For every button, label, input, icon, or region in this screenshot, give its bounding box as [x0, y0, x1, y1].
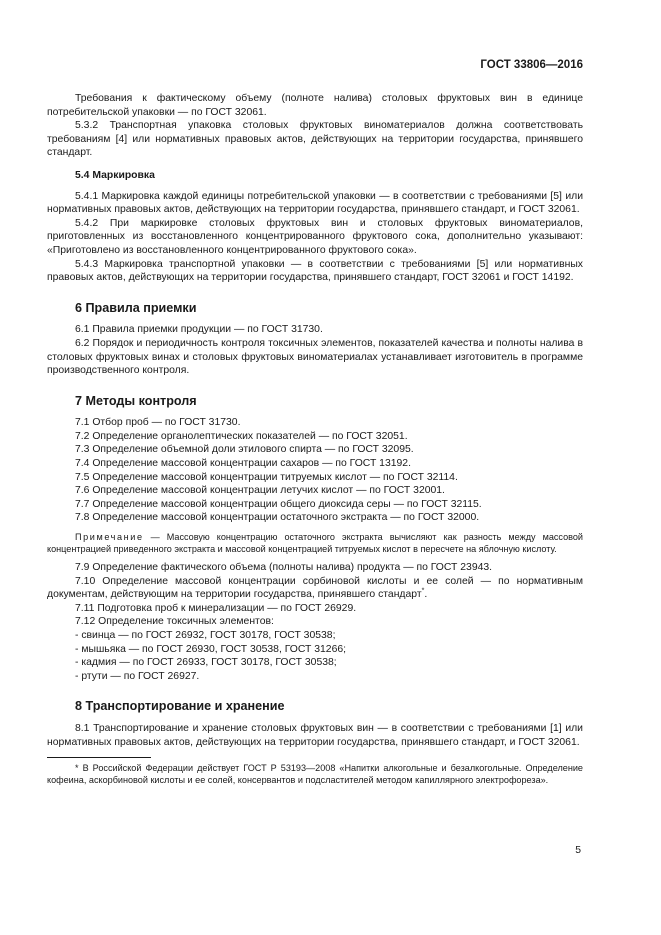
toxic-element-item: - мышьяка — по ГОСТ 26930, ГОСТ 30538, ГОСТ 31266; — [75, 643, 347, 655]
section-heading-8: 8 Транспортирование и хранение — [75, 699, 285, 714]
footnote-divider — [47, 757, 151, 758]
method-item: 7.7 Определение массовой концентрации общего диоксида серы — по ГОСТ 32115. — [75, 498, 482, 510]
paragraph-5-4-2: 5.4.2 При маркировке столовых фруктовых вин и столовых фруктовых виноматериалов, приготовленных из восстановленного концентрированного фруктового сока, дополнительно указывают: «Приготовлено из восстановленного концентрированного фруктового сока». — [47, 217, 583, 256]
paragraph-7-11: 7.11 Подготовка проб к минерализации — по ГОСТ 26929. — [75, 602, 357, 614]
paragraph-7-10 — [47, 575, 583, 602]
method-item: 7.4 Определение массовой концентрации сахаров — по ГОСТ 13192. — [75, 458, 411, 470]
paragraph-6-2: 6.2 Порядок и периодичность контроля токсичных элементов, показателей качества и полноты налива в столовых фруктовых винах и столовых фруктовых виноматериалах устанавливает изготовитель в программе производственного контроля. — [47, 337, 583, 377]
paragraph-7-9: 7.9 Определение фактического объема (полноты налива) продукта — по ГОСТ 23943. — [75, 562, 493, 574]
document-id: ГОСТ 33806—2016 — [480, 59, 583, 71]
footnote-marker: * — [421, 587, 425, 595]
toxic-element-item: - кадмия — по ГОСТ 26933, ГОСТ 30178, ГОСТ 30538; — [75, 657, 337, 669]
toxic-element-item: - ртути — по ГОСТ 26927. — [75, 670, 200, 682]
paragraph-5-4-1: 5.4.1 Маркировка каждой единицы потребительской упаковки — в соответствии с требованиями [5] или нормативных правовых актов, действующих на территории государства, принявшего стандарт, и ГОСТ 32061. — [47, 190, 583, 216]
footnote: * В Российской Федерации действует ГОСТ Р 53193—2008 «Напитки алкогольные и безалкогольные. Определение кофеина, аскорбиновой кислоты и ее солей, консервантов и подсластителей методом капиллярного электрофореза». — [47, 763, 583, 786]
section-heading-6: 6 Правила приемки — [75, 300, 197, 315]
method-item: 7.1 Отбор проб — по ГОСТ 31730. — [75, 417, 241, 429]
note-label: Примечание — [75, 532, 144, 543]
paragraph-5-4-3: 5.4.3 Маркировка транспортной упаковки — в соответствии с требованиями [5] или нормативных правовых актов, действующих на территории государства, принявшего стандарт, ГОСТ 32061 и ГОСТ 14192. — [47, 258, 583, 284]
paragraph-7-12: 7.12 Определение токсичных элементов: — [75, 616, 274, 628]
page-content — [47, 92, 583, 786]
method-item: 7.8 Определение массовой концентрации остаточного экстракта — по ГОСТ 32000. — [75, 512, 480, 524]
method-item: 7.5 Определение массовой концентрации титруемых кислот — по ГОСТ 32114. — [75, 471, 458, 483]
method-item: 7.2 Определение органолептических показателей — по ГОСТ 32051. — [75, 430, 408, 442]
note-text: — Массовую концентрацию остаточного экстракта вычисляют как разность между массовой концентрацией приведенного экстракта и массовой концентрацией титруемых кислот в пересчете на яблочную кислоту. — [47, 532, 583, 555]
paragraph-7-10-text: 7.10 Определение массовой концентрации сорбиновой кислоты и ее солей — по нормативным документам, действующим на территории государства, принявшего стандарт — [47, 575, 583, 601]
section-heading-7: 7 Методы контроля — [75, 393, 197, 408]
method-item: 7.6 Определение массовой концентрации летучих кислот — по ГОСТ 32001. — [75, 485, 445, 497]
paragraph-7-10-end: . — [424, 589, 428, 601]
paragraph-5-3-2: 5.3.2 Транспортная упаковка столовых фруктовых виноматериалов должна соответствовать требованиям [4] или нормативных правовых актов, действующих на территории государства, принявшего стандарт. — [47, 120, 583, 159]
paragraph-8-1: 8.1 Транспортирование и хранение столовых фруктовых вин — в соответствии с требованиями [1] или нормативных правовых актов, действующих на территории государства, принявшего стандарт, и ГОСТ 32061. — [47, 722, 583, 748]
note — [47, 531, 583, 555]
paragraph-volume: Требования к фактическому объему (полноте налива) столовых фруктовых вин в единице потребительской упаковки — по ГОСТ 32061. — [47, 93, 583, 118]
subsection-heading-5-4: 5.4 Маркировка — [75, 169, 155, 181]
toxic-element-item: - свинца — по ГОСТ 26932, ГОСТ 30178, ГОСТ 30538; — [75, 630, 336, 641]
method-item: 7.3 Определение объемной доли этилового спирта — по ГОСТ 32095. — [75, 444, 414, 456]
page-number: 5 — [575, 845, 581, 856]
paragraph-6-1: 6.1 Правила приемки продукции — по ГОСТ 31730. — [75, 324, 323, 336]
